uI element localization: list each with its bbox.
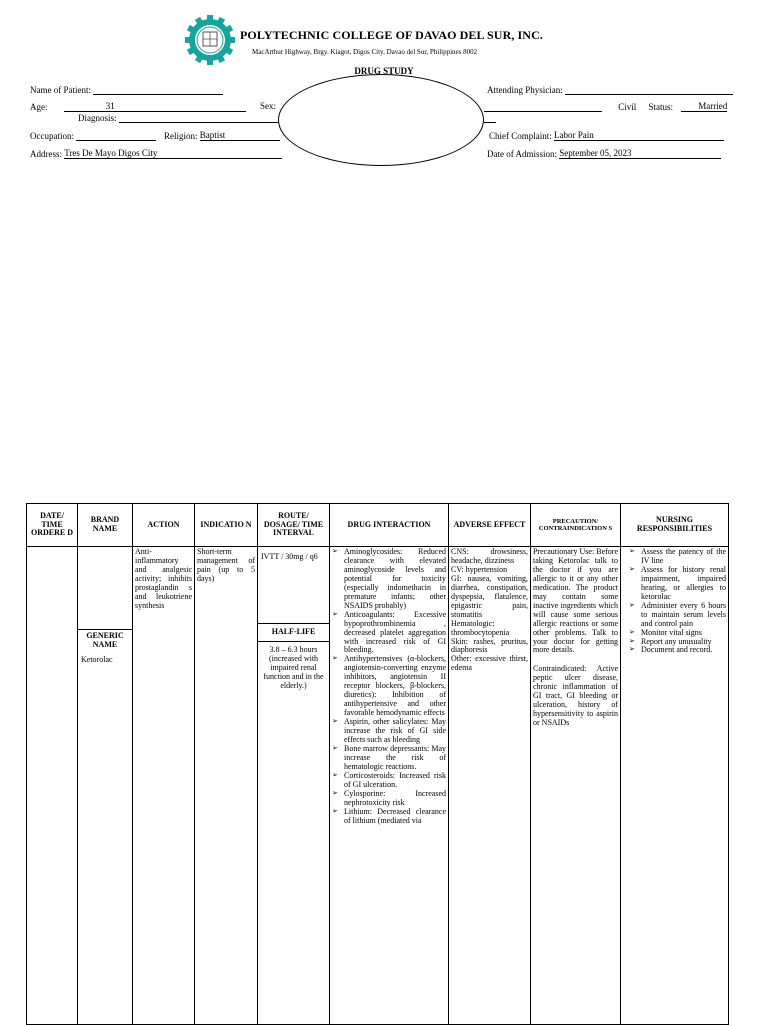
physician-value [565, 84, 733, 95]
arrow-bullet-icon: ➢ [332, 609, 338, 618]
generic-name-value: Ketorolac [81, 654, 113, 664]
age-field [30, 101, 246, 112]
adverse-line: GI: nausea, vomiting, diarrhea, constipation, dyspepsia, flatulence, epigastric pain, stomatitis [451, 573, 528, 619]
civil-status-field [484, 101, 727, 112]
list-item: ➢ Assess the patency of the IV line [629, 547, 726, 565]
list-item: ➢ Lithium: Decreased clearance of lithium (mediated via [332, 806, 446, 825]
arrow-bullet-icon: ➢ [332, 547, 338, 555]
religion-label: Religion: [164, 131, 198, 141]
brand-name-value [78, 547, 132, 629]
list-item: ➢ Document and record. [629, 645, 713, 655]
arrow-bullet-icon: ➢ [629, 547, 635, 555]
list-item: ➢ Corticosteroids: Increased risk of GI ulceration. [332, 770, 446, 789]
header-precaution: PRECAUTION/ CONTRAINDICATION S [531, 504, 621, 547]
patient-name-value [93, 84, 223, 95]
college-address: MacArthur Highway, Brgy. Kiagot, Digos City, Davao del Sur, Philippines 8002 [252, 48, 478, 56]
diagnosis-label: Diagnosis: [78, 113, 117, 123]
header-interaction: DRUG INTERACTION [330, 504, 449, 547]
half-life-label: HALF-LIFE [258, 623, 329, 642]
college-logo [184, 14, 236, 66]
address-label: Address: [30, 149, 62, 159]
arrow-bullet-icon: ➢ [332, 717, 338, 726]
arrow-bullet-icon: ➢ [332, 770, 338, 779]
civil-status-underline-2 [484, 112, 496, 123]
arrow-bullet-icon: ➢ [332, 654, 338, 663]
civil-status-value: Married [681, 101, 727, 112]
occupation-value [76, 130, 156, 141]
list-item: ➢ Assess for history renal impairment, impaired hearing, or allergies to ketorolac [629, 564, 726, 601]
oval-shape [278, 74, 484, 166]
list-item: ➢ Administer every 6 hours to maintain serum levels and control pain [629, 600, 726, 628]
chief-complaint-value: Labor Pain [554, 130, 724, 141]
patient-name-label: Name of Patient: [30, 85, 91, 95]
action-cell: Anti-inflammatory and analgesic activity; inhibits prostaglandin s and leukotriene synthesis [133, 547, 195, 1025]
adverse-line: CV: hypertension [451, 564, 508, 574]
header-action: ACTION [133, 504, 195, 547]
age-label: Age: [30, 102, 48, 112]
list-item: ➢ Anticoagulants: Excessive hypoprothrombinemia , decreased platelet aggregation with increased risk of GI bleeding. [332, 609, 446, 655]
address-field [30, 148, 282, 159]
status-label: Status: [648, 102, 674, 112]
physician-label: Attending Physician: [487, 85, 563, 95]
contraindication-text: Contraindicated: Active peptic ulcer disease, chronic inflammation of GI tract, GI bleeding or ulceration, history of hypersensitivity to aspirin or NSAIDs [533, 664, 618, 728]
precaution-cell [531, 547, 621, 1025]
table-row [27, 547, 729, 1025]
table-header-row [27, 504, 729, 547]
list-item: ➢ Bone marrow depressants: May increase the risk of hematologic reactions. [332, 743, 446, 771]
diagnosis-value [119, 112, 279, 123]
arrow-bullet-icon: ➢ [629, 564, 635, 573]
list-item: ➢ Monitor vital signs [629, 627, 702, 637]
civil-status-underline [484, 101, 602, 112]
religion-value: Baptist [200, 130, 280, 141]
arrow-bullet-icon: ➢ [629, 627, 635, 636]
interaction-list [332, 548, 446, 826]
chief-complaint-field [489, 130, 724, 141]
list-item: ➢ Aminoglycosides: Reduced clearance with elevated aminoglycoside levels and potential for toxicity (especially indomethacin in premature infants; other NSAIDS probably) [332, 547, 446, 610]
document-title: DRUG STUDY [354, 66, 414, 76]
half-life-value: 3.8 – 6.3 hours (increased with impaired renal function and in the elderly.) [263, 644, 324, 690]
religion-field [164, 130, 280, 141]
arrow-bullet-icon: ➢ [629, 636, 635, 645]
adverse-line: Skin: rashes, pruritus, diaphoresis [451, 636, 528, 655]
civil-label: Civil [618, 102, 637, 112]
college-name: POLYTECHNIC COLLEGE OF DAVAO DEL SUR, INC. [240, 28, 543, 42]
precaution-text: Precautionary Use: Before taking Ketorolac talk to the doctor if you are allergic to it or any other medication. The product may contain some inactive ingredients which will cause some serious allergic reactions or some other problems. Talk to your doctor for getting more details. [533, 547, 618, 655]
header-indication: INDICATIO N [195, 504, 258, 547]
interaction-cell [330, 547, 449, 1025]
occupation-label: Occupation: [30, 131, 74, 141]
list-item: ➢ Antihypertensives (α-blockers, angiotensin-converting enzyme inhibitors, angiotensin II receptor blockers, β-blockers, diuretics): Inhibition of antihypertensive and other favorable hemodynamic effects [332, 654, 446, 718]
arrow-bullet-icon: ➢ [332, 806, 338, 815]
address-value: Tres De Mayo Digos City [64, 148, 282, 159]
route-cell [258, 547, 330, 1025]
header-nursing: NURSING RESPONSIBILITIES [621, 504, 729, 547]
brand-generic-cell [78, 547, 133, 1025]
admission-date-value: September 05, 2023 [559, 148, 721, 159]
adverse-line: Hematologic: thrombocytopenia [451, 618, 510, 637]
list-item: ➢ Cylosporine: Increased nephrotoxicity risk [332, 788, 446, 807]
header-route: ROUTE/ DOSAGE/ TIME INTERVAL [258, 504, 330, 547]
arrow-bullet-icon: ➢ [629, 600, 635, 609]
civil-status-continuation [484, 112, 496, 123]
arrow-bullet-icon: ➢ [629, 645, 635, 654]
generic-name-label: GENERIC NAME [78, 629, 132, 652]
diagnosis-field [78, 112, 279, 123]
header-brand: BRAND NAME [78, 504, 133, 547]
nursing-list [623, 548, 726, 655]
nursing-cell [621, 547, 729, 1025]
patient-name-field [30, 84, 223, 95]
physician-field [487, 84, 733, 95]
list-item: ➢ Aspirin, other salicylates: May increase the risk of GI side effects such as bleeding [332, 717, 446, 745]
header-adverse: ADVERSE EFFECT [449, 504, 531, 547]
adverse-cell [449, 547, 531, 1025]
route-dosage-value: IVTT / 30mg / q6 [261, 552, 318, 561]
arrow-bullet-icon: ➢ [332, 788, 338, 797]
indication-cell: Short-term management of pain (up to 5 days) [195, 547, 258, 1025]
occupation-field [30, 130, 156, 141]
age-value: 31 [64, 101, 246, 112]
header-date: DATE/ TIME ORDERE D [27, 504, 78, 547]
sex-field [260, 101, 276, 111]
drug-study-table [26, 503, 729, 1025]
admission-date-label: Date of Admission: [487, 149, 557, 159]
sex-label: Sex: [260, 101, 277, 111]
chief-complaint-label: Chief Complaint: [489, 131, 552, 141]
arrow-bullet-icon: ➢ [332, 743, 338, 752]
list-item: ➢ Report any unusuality [629, 636, 712, 646]
date-cell [27, 547, 78, 1025]
adverse-line: CNS: drowsiness, headache, dizziness [451, 547, 528, 565]
admission-date-field [487, 148, 721, 159]
adverse-line: Other: excessive thirst, edema [451, 654, 528, 673]
